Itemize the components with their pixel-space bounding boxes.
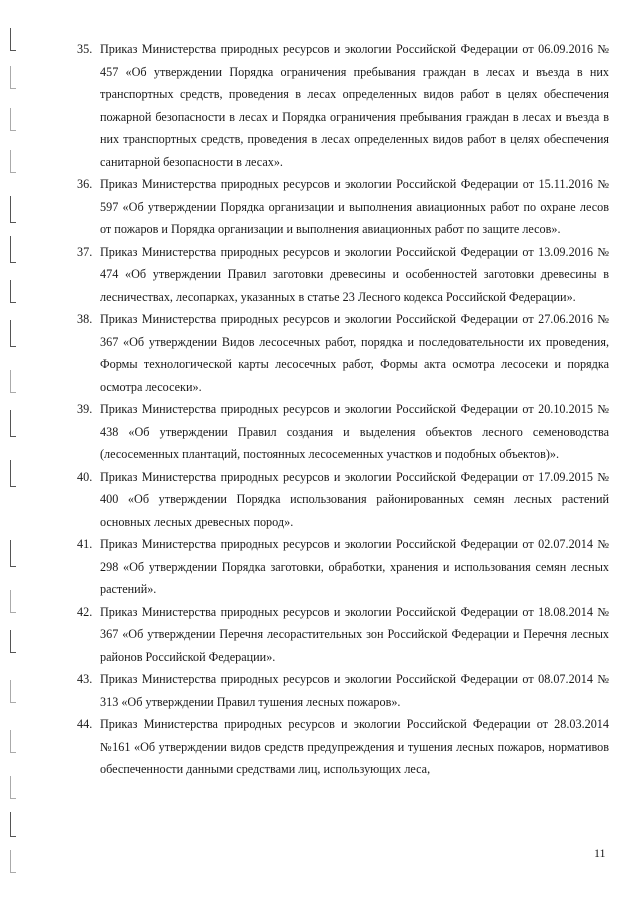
- margin-mark: [10, 680, 16, 703]
- margin-mark: [10, 236, 16, 263]
- legal-acts-list: [77, 38, 609, 781]
- item-text: Приказ Министерства природных ресурсов и экологии Российской Федерации от 15.11.2016 № 597 «Об утверждении Порядка организации и выполнения авиационных работ по охране лесов от пожаров и Порядка организации и выполнения авиационных работ по защите лесов».: [100, 177, 609, 236]
- binding-margin-marks: [0, 0, 30, 905]
- list-item: [77, 173, 609, 241]
- item-number: 40.: [77, 469, 93, 484]
- item-number: 41.: [77, 537, 93, 551]
- margin-mark: [10, 540, 16, 567]
- item-text: Приказ Министерства природных ресурсов и экологии Российской Федерации от 13.09.2016 № 474 «Об утверждении Правил заготовки древесины и особенностей заготовки древесины в лесничествах, лесопарках, указанных в статье 23 Лесного кодекса Российской Федерации».: [100, 244, 609, 304]
- item-text: Приказ Министерства природных ресурсов и экологии Российской Федерации от 08.07.2014 № 313 «Об утверждении Правил тушения лесных пожаров».: [100, 672, 609, 709]
- item-text: Приказ Министерства природных ресурсов и экологии Российской Федерации от 06.09.2016 № 457 «Об утверждении Порядка ограничения пребывания граждан в лесах и въезда в них транспортных средств, проведения в лесах определенных видов работ в целях обеспечения пожарной безопасности в лесах и Порядка ограничения пребывания граждан в лесах и въезда в них транспортных средств, проведения в лесах определенных видов работ в целях обеспечения санитарной безопасности в лесах».: [100, 42, 609, 169]
- list-item: [77, 241, 609, 309]
- item-number: 44.: [77, 717, 93, 731]
- list-item: [77, 601, 609, 669]
- list-item: [77, 533, 609, 601]
- item-text: Приказ Министерства природных ресурсов и экологии Российской Федерации от 27.06.2016 № 367 «Об утверждении Видов лесосечных работ, порядка и последовательности их проведения, Формы технологической карты лесосечных работ, Формы акта осмотра лесосеки и порядка осмотра лесосеки».: [100, 312, 609, 394]
- item-number: 43.: [77, 672, 93, 686]
- list-item: [77, 38, 609, 173]
- item-number: 42.: [77, 604, 93, 619]
- list-item: [77, 713, 609, 781]
- margin-mark: [10, 776, 16, 799]
- list-item: [77, 466, 609, 534]
- margin-mark: [10, 812, 16, 837]
- item-number: 35.: [77, 42, 93, 56]
- margin-mark: [10, 108, 16, 131]
- margin-mark: [10, 630, 16, 653]
- item-text: Приказ Министерства природных ресурсов и экологии Российской Федерации от 20.10.2015 № 438 «Об утверждении Правил создания и выделения объектов лесного семеноводства (лесосеменных плантаций, постоянных лесосеменных участков и подобных объектов)».: [100, 402, 609, 461]
- margin-mark: [10, 66, 16, 89]
- item-text: Приказ Министерства природных ресурсов и экологии Российской Федерации от 28.03.2014 №161 «Об утверждении видов средств предупреждения и тушения лесных пожаров, нормативов обеспеченности данными средствами лиц, использующих леса,: [100, 717, 609, 776]
- item-number: 36.: [77, 177, 93, 191]
- list-item: [77, 668, 609, 713]
- item-number: 38.: [77, 312, 93, 326]
- page-number: 11: [594, 846, 606, 860]
- item-number: 37.: [77, 244, 93, 259]
- margin-mark: [10, 150, 16, 173]
- item-text: Приказ Министерства природных ресурсов и экологии Российской Федерации от 02.07.2014 № 298 «Об утверждении Порядка заготовки, обработки, хранения и использования семян лесных растений».: [100, 537, 609, 596]
- margin-mark: [10, 196, 16, 223]
- list-item: [77, 398, 609, 466]
- margin-mark: [10, 460, 16, 487]
- margin-mark: [10, 320, 16, 347]
- margin-mark: [10, 850, 16, 873]
- item-number: 39.: [77, 402, 93, 416]
- list-item: [77, 308, 609, 398]
- margin-mark: [10, 730, 16, 753]
- margin-mark: [10, 410, 16, 437]
- margin-mark: [10, 28, 16, 51]
- item-text: Приказ Министерства природных ресурсов и экологии Российской Федерации от 18.08.2014 № 367 «Об утверждении Перечня лесорастительных зон Российской Федерации и Перечня лесных районов Российской Федерации».: [100, 604, 609, 664]
- margin-mark: [10, 280, 16, 303]
- margin-mark: [10, 590, 16, 613]
- item-text: Приказ Министерства природных ресурсов и экологии Российской Федерации от 17.09.2015 № 400 «Об утверждении Порядка использования районированных семян лесных растений основных лесных древесных пород».: [100, 469, 609, 529]
- margin-mark: [10, 370, 16, 393]
